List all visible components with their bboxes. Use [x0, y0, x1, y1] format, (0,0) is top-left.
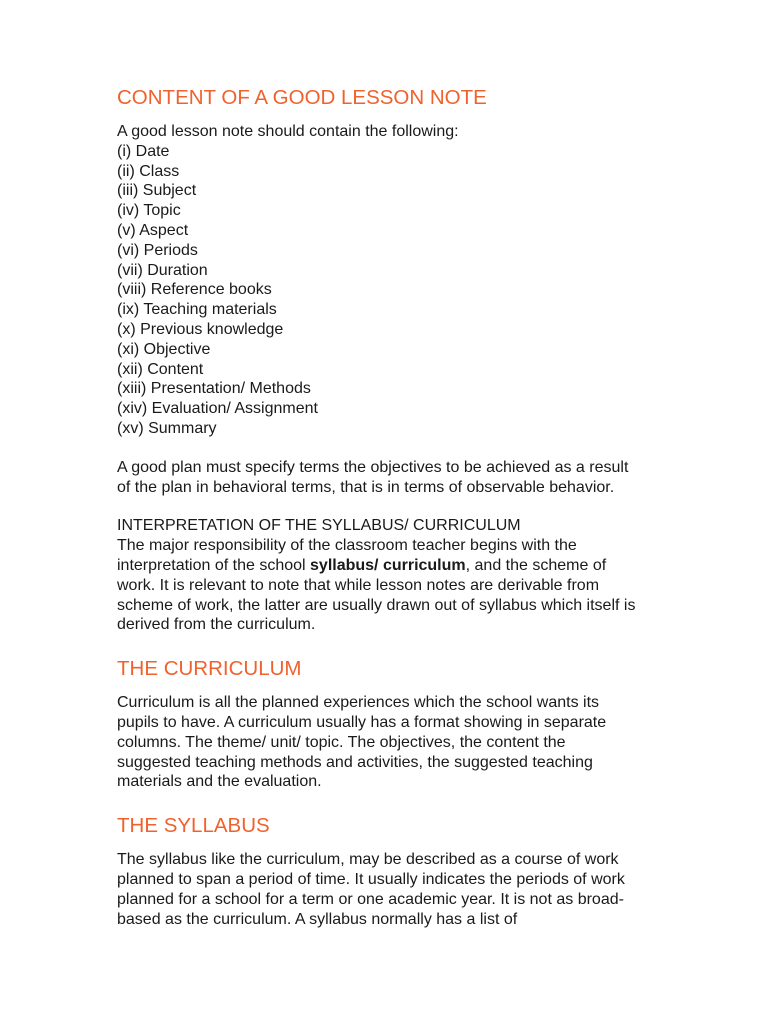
list-item: (i) Date — [117, 142, 170, 160]
list-item: (xi) Objective — [117, 340, 211, 358]
list-item: (xiv) Evaluation/ Assignment — [117, 400, 318, 418]
plan-paragraph: A good plan must specify terms the objectives to be achieved as a result of the plan in behavioral terms, that is in terms of observable behavior. — [117, 458, 629, 496]
interpretation-paragraph — [117, 536, 637, 635]
document-page — [117, 84, 637, 929]
curriculum-paragraph: Curriculum is all the planned experiences which the school wants its pupils to have. A curriculum usually has a format showing in separate columns. The theme/ unit/ topic. The objectives, the content the suggested teaching methods and activities, the suggested teaching materials and the evaluation. — [117, 694, 607, 791]
bold-syllabus: syllabus — [310, 556, 375, 574]
interpretation-text-after: , and the scheme of work. It is relevant to note that while lesson notes are derivable from scheme of work, the latter are usually drawn out of syllabus which itself is derived from the curriculum. — [117, 556, 636, 634]
list-item: (x) Previous knowledge — [117, 320, 284, 338]
section-title-curriculum: THE CURRICULUM — [117, 657, 302, 681]
list-item: (viii) Reference books — [117, 281, 272, 299]
syllabus-paragraph: The syllabus like the curriculum, may be described as a course of work planned to span a period of time. It usually indicates the periods of work planned for a school for a term or one academic year. It is not as broad-based as the curriculum. A syllabus normally has a list of — [117, 851, 625, 928]
list-item: (iii) Subject — [117, 182, 197, 200]
lesson-note-list — [117, 142, 637, 439]
bold-curriculum: curriculum — [382, 556, 466, 574]
interpretation-text-before: The major responsibility of the classroom teacher begins with the interpretation of the school — [117, 537, 577, 574]
list-item: (ix) Teaching materials — [117, 301, 277, 319]
list-item: (xii) Content — [117, 360, 204, 378]
list-item: (xv) Summary — [117, 419, 217, 437]
bold-slash: / — [374, 556, 383, 574]
list-item: (xiii) Presentation/ Methods — [117, 380, 311, 398]
list-item: (vii) Duration — [117, 261, 208, 279]
list-item: (ii) Class — [117, 162, 180, 180]
lesson-note-intro: A good lesson note should contain the following: — [117, 123, 459, 140]
section-title-lesson-note: CONTENT OF A GOOD LESSON NOTE — [117, 86, 487, 109]
list-item: (iv) Topic — [117, 202, 181, 220]
interpretation-title: INTERPRETATION OF THE SYLLABUS/ CURRICULUM — [117, 517, 521, 535]
section-title-syllabus: THE SYLLABUS — [117, 814, 270, 838]
list-item: (v) Aspect — [117, 221, 189, 239]
list-item: (vi) Periods — [117, 241, 198, 259]
